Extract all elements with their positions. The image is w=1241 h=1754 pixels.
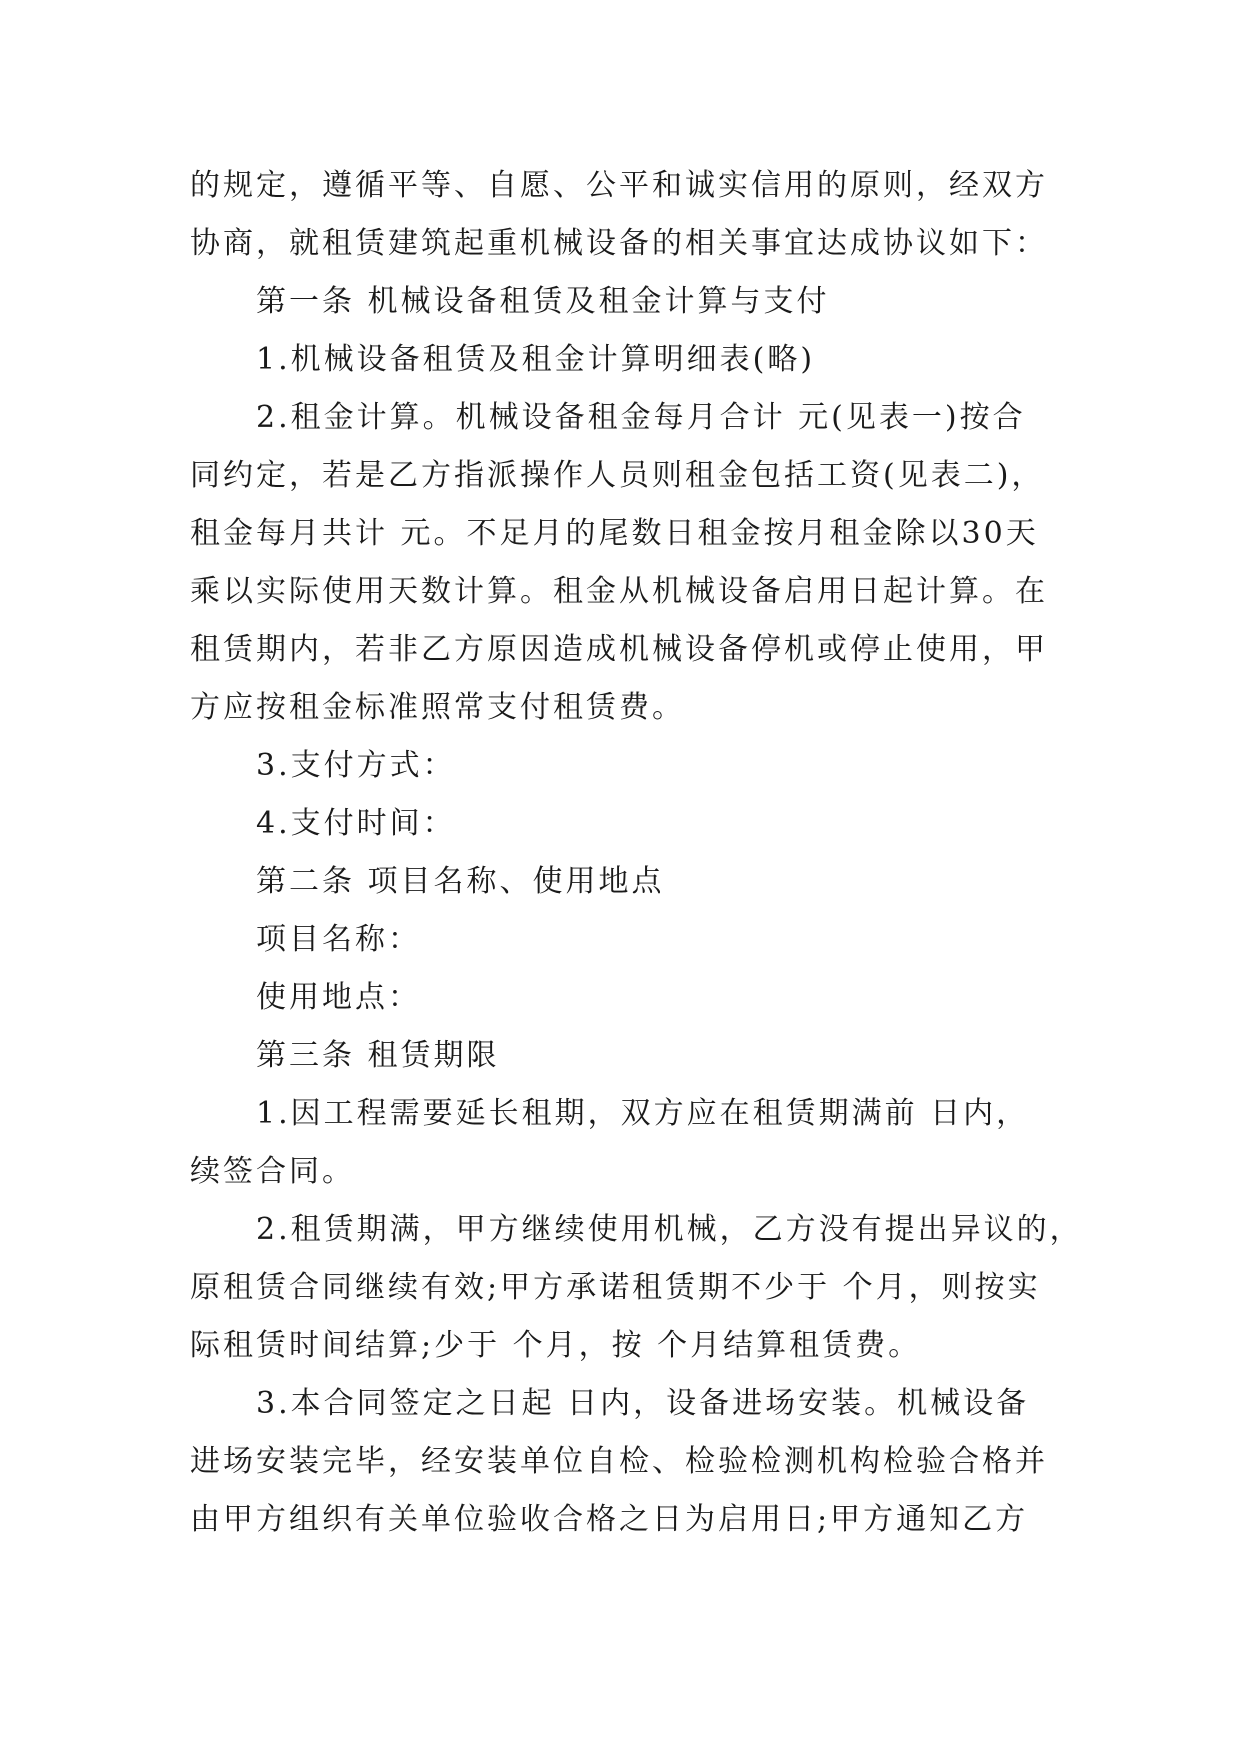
body-line: 续签合同。 <box>190 1154 355 1189</box>
contract-body <box>190 157 1083 1549</box>
body-line: 使用地点： <box>256 980 421 1015</box>
body-line: 由甲方组织有关单位验收合格之日为启用日;甲方通知乙方 <box>190 1502 1029 1537</box>
article-heading: 第三条 租赁期限 <box>256 1038 500 1073</box>
body-line: 乘以实际使用天数计算。租金从机械设备启用日起计算。在 <box>190 574 1048 609</box>
body-line: 际租赁时间结算;少于 个月，按 个月结算租赁费。 <box>190 1328 922 1363</box>
body-line: 租金每月共计 元。不足月的尾数日租金按月租金除以30天 <box>190 516 1039 551</box>
body-line: 的规定，遵循平等、自愿、公平和诚实信用的原则，经双方 <box>190 168 1048 203</box>
body-line: 原租赁合同继续有效;甲方承诺租赁期不少于 个月，则按实 <box>190 1270 1041 1305</box>
body-line: 租赁期内，若非乙方原因造成机械设备停机或停止使用，甲 <box>190 632 1048 667</box>
body-line: 进场安装完毕，经安装单位自检、检验检测机构检验合格并 <box>190 1444 1048 1479</box>
body-line: 2.租金计算。机械设备租金每月合计 元(见表一)按合 <box>256 400 1026 435</box>
body-line: 1.机械设备租赁及租金计算明细表(略) <box>256 342 816 377</box>
article-heading: 第二条 项目名称、使用地点 <box>256 864 665 899</box>
body-line: 协商，就租赁建筑起重机械设备的相关事宜达成协议如下： <box>190 226 1048 261</box>
body-line: 3.支付方式： <box>256 748 456 783</box>
body-line: 项目名称： <box>256 922 421 957</box>
article-heading: 第一条 机械设备租赁及租金计算与支付 <box>256 284 830 319</box>
body-line: 4.支付时间： <box>256 806 456 841</box>
body-line: 1.因工程需要延长租期，双方应在租赁期满前 日内， <box>256 1096 1030 1131</box>
body-line: 2.租赁期满，甲方继续使用机械，乙方没有提出异议的， <box>256 1212 1083 1247</box>
body-line: 方应按租金标准照常支付租赁费。 <box>190 690 685 725</box>
body-line: 3.本合同签定之日起 日内，设备进场安装。机械设备 <box>256 1386 1030 1421</box>
body-line: 同约定，若是乙方指派操作人员则租金包括工资(见表二)， <box>190 458 1045 493</box>
